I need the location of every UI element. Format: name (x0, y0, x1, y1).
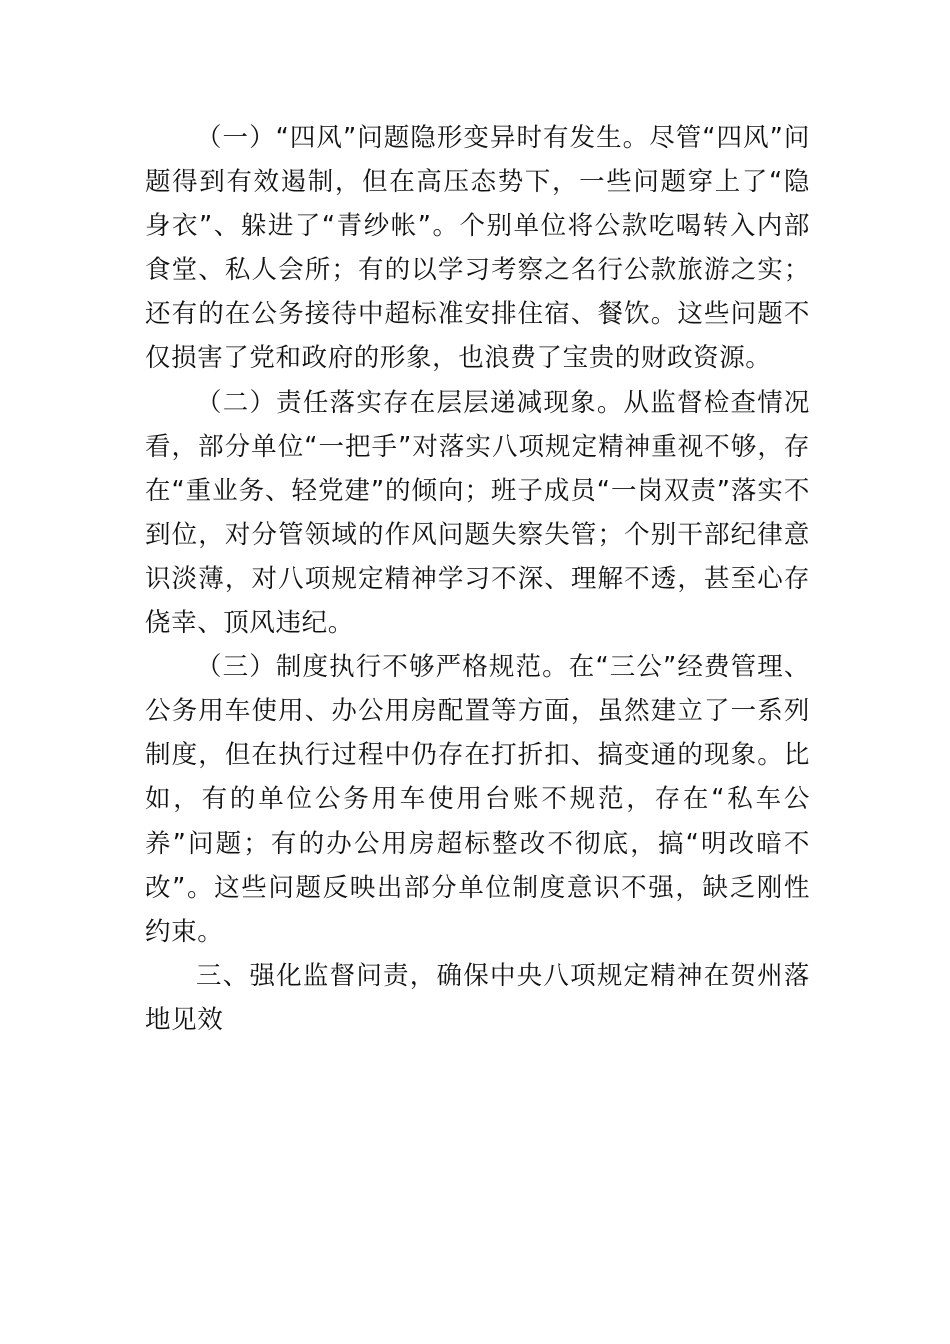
section-heading-strengthen-supervision: 三、强化监督问责，确保中央八项规定精神在贺州落地见效 (145, 960, 810, 1035)
paragraph-responsibility-issues: （二）责任落实存在层层递减现象。从监督检查情况看，部分单位“一把手”对落实八项规定精神重视不够，存在“重业务、轻党建”的倾向；班子成员“一岗双责”落实不到位，对分管领域的作风问题失察失管；个别干部纪律意识淡薄，对八项规定精神学习不深、理解不透，甚至心存侥幸、顶风违纪。 (145, 387, 810, 639)
document-page (145, 116, 810, 1042)
paragraph-four-winds-issues: （一）“四风”问题隐形变异时有发生。尽管“四风”问题得到有效遏制，但在高压态势下，一些问题穿上了“隐身衣”、躲进了“青纱帐”。个别单位将公款吃喝转入内部食堂、私人会所；有的以学习考察之名行公款旅游之实；还有的在公务接待中超标准安排住宿、餐饮。这些问题不仅损害了党和政府的形象，也浪费了宝贵的财政资源。 (145, 123, 810, 374)
paragraph-system-execution-issues: （三）制度执行不够严格规范。在“三公”经费管理、公务用车使用、办公用房配置等方面，虽然建立了一系列制度，但在执行过程中仍存在打折扣、搞变通的现象。比如，有的单位公务用车使用台账不规范，存在“私车公养”问题；有的办公用房超标整改不彻底，搞“明改暗不改”。这些问题反映出部分单位制度意识不强，缺乏刚性约束。 (145, 652, 810, 947)
